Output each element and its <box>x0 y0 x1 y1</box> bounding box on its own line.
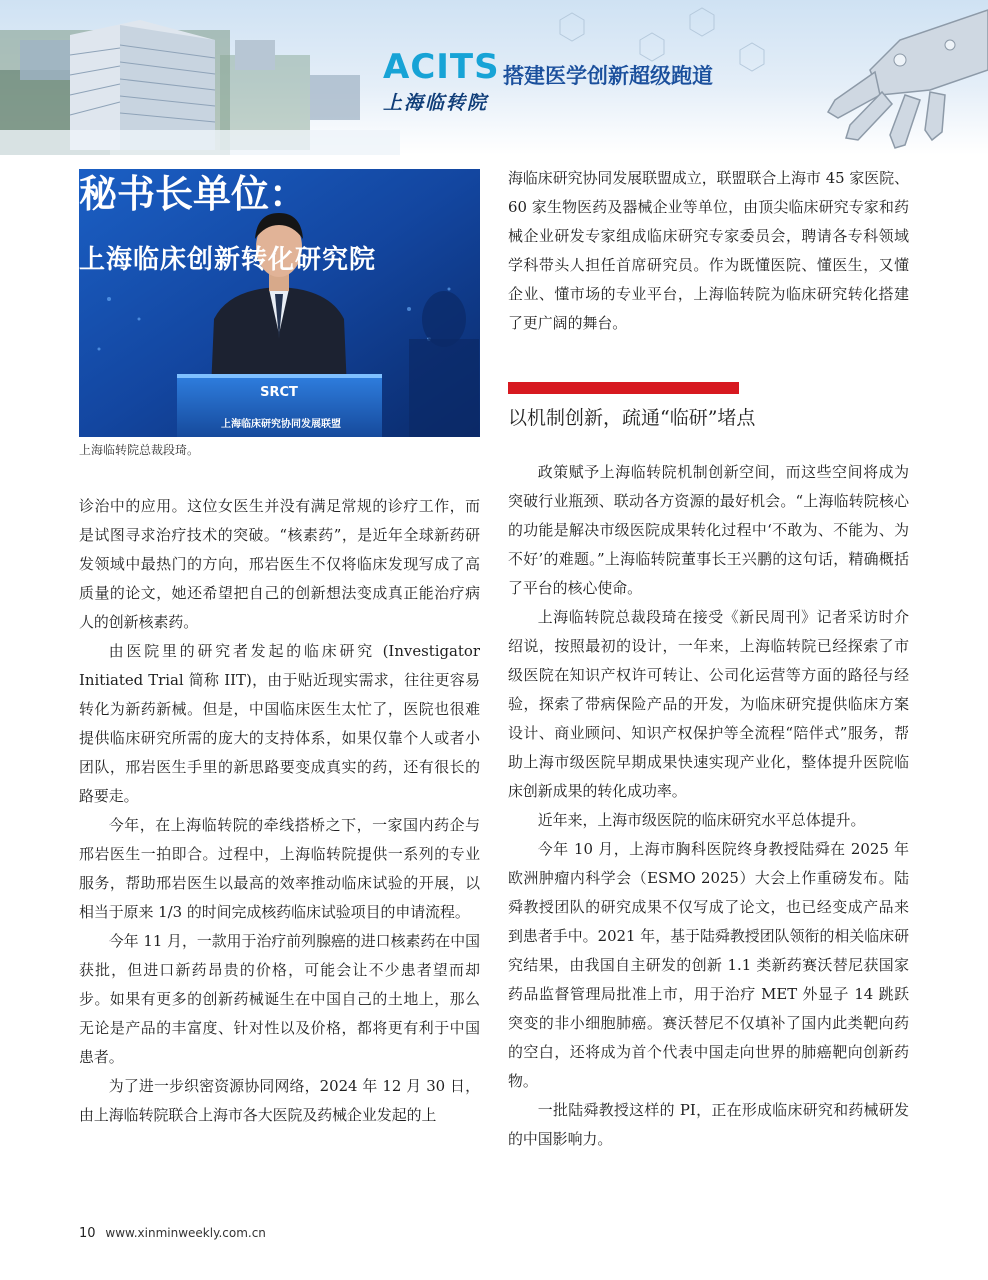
logo-text: ACITS <box>383 47 500 87</box>
page-footer <box>79 1226 266 1241</box>
podium-text: 上海临床研究协同发展联盟 <box>221 419 341 430</box>
left-column <box>79 492 480 1130</box>
paragraph: 近年来，上海市级医院的临床研究水平总体提升。 <box>537 811 866 829</box>
right-column-top <box>508 164 909 338</box>
paragraph: 由医院里的研究者发起的临床研究 (Investigator Initiated Trial 简称 IIT)，由于贴近现实需求，往往更容易转化为新药新械。但是，中国临床医生太忙了，医院也很难提供临床研究所需的庞大的支持体系，如果仅靠个人或者小团队，邢岩医生手里的新思路要变成真实的药，还有很长的路要走。 <box>79 642 480 805</box>
section-accent-bar <box>508 382 739 394</box>
photo-caption: 上海临转院总裁段琦。 <box>79 443 200 457</box>
paragraph: 为了进一步织密资源协同网络，2024 年 12 月 30 日，由上海临转院联合上海市各大医院及药械企业发起的上 <box>79 1077 480 1124</box>
acits-logo <box>383 47 500 115</box>
paragraph: 诊治中的应用。这位女医生并没有满足常规的诊疗工作，而是试图寻求治疗技术的突破。“核素药”，是近年全球新药研发领域中最热门的方向，邢岩医生不仅将临床发现写成了高质量的论文，她还希望把自己的创新想法变成真正能治疗病人的创新核素药。 <box>79 497 480 631</box>
banner-title: 搭建医学创新超级跑道 <box>503 64 713 88</box>
photo-banner-top-text: 秘书长单位： <box>79 172 308 216</box>
paragraph: 今年 11 月，一款用于治疗前列腺癌的进口核素药在中国获批，但进口新药昂贵的价格，可能会让不少患者望而却步。如果有更多的创新药械诞生在中国自己的土地上，那么无论是产品的丰富度、针对性以及价格，都将更有利于中国患者。 <box>79 932 480 1066</box>
paragraph: 今年，在上海临转院的牵线搭桥之下，一家国内药企与邢岩医生一拍即合。过程中，上海临转院提供一系列的专业服务，帮助邢岩医生以最高的效率推动临床试验的开展，以相当于原来 1/3 的时间完成核药临床试验项目的申请流程。 <box>79 816 480 921</box>
website-url: www.xinminweekly.com.cn <box>105 1226 266 1240</box>
paragraph: 今年 10 月，上海市胸科医院终身教授陆舜在 2025 年欧洲肿瘤内科学会（ESMO 2025）大会上作重磅发布。陆舜教授团队的研究成果不仅写成了论文，也已经变成产品来到患者手中。2021 年，基于陆舜教授团队领衔的相关临床研究结果，由我国自主研发的创新 1.1 类新药赛沃替尼获国家药品监督管理局批准上市，用于治疗 MET 外显子 14 跳跃突变的非小细胞肺癌。赛沃替尼不仅填补了国内此类靶向药的空白，还将成为首个代表中国走向世界的肺癌靶向创新药物。 <box>508 840 909 1090</box>
paragraph: 政策赋予上海临转院机制创新空间，而这些空间将成为突破行业瓶颈、联动各方资源的最好机会。“上海临转院核心的功能是解决市级医院成果转化过程中‘不敢为、不能为、为不好’的难题。”上海临转院董事长王兴鹏的这句话，精确概括了平台的核心使命。 <box>508 463 909 597</box>
paragraph: 上海临转院总裁段琦在接受《新民周刊》记者采访时介绍说，按照最初的设计，一年来，上海临转院已经探索了市级医院在知识产权许可转让、公司化运营等方面的路径与经验，探索了带病保险产品的开发，为临床研究提供临床方案设计、商业顾问、知识产权保护等全流程“陪伴式”服务，帮助上海市级医院早期成果快速实现产业化，整体提升医院临床创新成果的转化成功率。 <box>508 608 909 800</box>
speaker-photo <box>79 169 480 437</box>
section-title: 以机制创新，疏通“临研”堵点 <box>508 407 756 429</box>
right-column-bottom <box>508 458 909 1154</box>
paragraph: 一批陆舜教授这样的 PI，正在形成临床研究和药械研发的中国影响力。 <box>508 1101 909 1148</box>
header-banner <box>0 0 988 155</box>
photo-banner-mid-text: 上海临床创新转化研究院 <box>79 245 377 275</box>
page-number: 10 <box>79 1226 96 1241</box>
logo-chinese-text: 上海临转院 <box>383 92 489 114</box>
podium-logo: SRCT <box>260 385 298 400</box>
paragraph: 海临床研究协同发展联盟成立，联盟联合上海市 45 家医院、60 家生物医药及器械企业等单位，由顶尖临床研究专家和药械企业研发专家组成临床研究专家委员会，聘请各专科领域学科带头人担任首席研究员。作为既懂医院、懂医生，又懂企业、懂市场的专业平台，上海临转院为临床研究转化搭建了更广阔的舞台。 <box>508 169 909 332</box>
